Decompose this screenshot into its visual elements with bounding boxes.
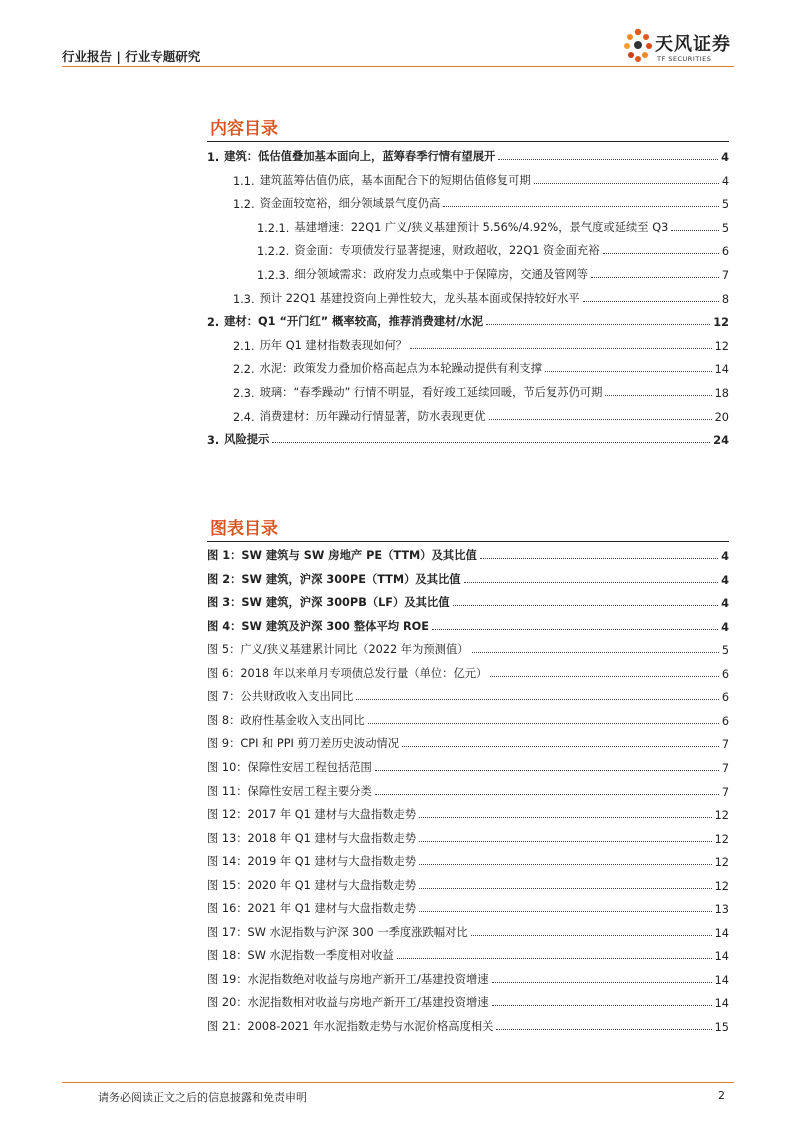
figure-leader-dots [464, 582, 719, 583]
figure-entry-text: 图 4：SW 建筑及沪深 300 整体平均 ROE [207, 619, 429, 633]
figure-entry[interactable] [207, 826, 729, 846]
toc-entry-page: 24 [713, 434, 729, 448]
toc-leader-dots [410, 348, 712, 349]
toc-entry[interactable] [207, 309, 729, 329]
figure-entry-page: 12 [714, 809, 729, 823]
figure-entry-text: 图 15：2020 年 Q1 建材与大盘指数走势 [207, 878, 417, 892]
footer-divider [62, 1082, 734, 1083]
toc-entry-text: 消费建材：历年躁动行情显著，防水表现更优 [259, 409, 486, 423]
figure-entry-page: 4 [721, 620, 729, 634]
toc-leader-dots [272, 442, 710, 443]
footer-disclaimer: 请务必阅读正文之后的信息披露和免责申明 [98, 1091, 307, 1104]
figure-entry-text: 图 3：SW 建筑，沪深 300PB（LF）及其比值 [207, 596, 450, 610]
figure-entry[interactable] [207, 873, 729, 893]
figure-entry-text: 图 10：保障性安居工程包括范围 [207, 760, 372, 774]
figure-entry[interactable] [207, 849, 729, 869]
figure-leader-dots [472, 652, 719, 653]
figure-entry-text: 图 21：2008-2021 年水泥指数走势与水泥价格高度相关 [207, 1020, 494, 1033]
figure-leader-dots [490, 676, 718, 677]
figure-entry-page: 14 [714, 926, 729, 940]
toc-leader-dots [603, 253, 719, 254]
toc-entry-number: 2. [207, 316, 220, 330]
figure-entry[interactable] [207, 661, 729, 681]
page-number: 2 [718, 1089, 725, 1102]
figure-leader-dots [419, 888, 711, 889]
figure-entry-page: 4 [721, 573, 729, 587]
toc-entry-number: 2.1. [233, 339, 255, 353]
figure-entry-text: 图 5：广义/狭义基建累计同比（2022 年为预测值） [207, 643, 469, 657]
figure-entry-text: 图 8：政府性基金收入支出同比 [207, 713, 365, 727]
toc-leader-dots [498, 159, 718, 160]
toc-entry-page: 18 [714, 387, 729, 400]
figure-entry[interactable] [207, 1014, 729, 1034]
toc-leader-dots [671, 230, 719, 231]
toc-entry[interactable] [207, 144, 729, 164]
figure-leader-dots [419, 864, 711, 865]
figure-entry-text: 图 2：SW 建筑，沪深 300PE（TTM）及其比值 [207, 572, 461, 586]
toc-leader-dots [591, 277, 719, 278]
toc-entry-text: 资金面较宽裕，细分领域景气度仍高 [259, 197, 441, 211]
toc-entry-text: 预计 22Q1 基建投资向上弹性较大，龙头基本面或保持较好水平 [259, 291, 580, 305]
toc-entry-page: 12 [713, 316, 729, 330]
figure-leader-dots [368, 723, 719, 724]
figures-title: 图表目录 [210, 519, 278, 539]
figure-entry-page: 6 [721, 691, 729, 705]
company-logo [622, 26, 742, 70]
figure-entry[interactable] [207, 779, 729, 799]
figure-entry-text: 图 7：公共财政收入支出同比 [207, 690, 354, 704]
figure-entry[interactable] [207, 755, 729, 775]
toc-entry[interactable] [207, 356, 729, 376]
toc-entry-page: 5 [721, 198, 729, 212]
figure-leader-dots [419, 841, 711, 842]
figure-leader-dots [402, 746, 719, 747]
figure-leader-dots [492, 1005, 712, 1006]
figure-entry-page: 5 [721, 644, 729, 658]
toc-entry-page: 6 [721, 245, 729, 259]
toc-entry[interactable] [207, 380, 729, 400]
figure-entry[interactable] [207, 896, 729, 916]
figure-entry[interactable] [207, 567, 729, 587]
figure-leader-dots [356, 699, 718, 700]
toc-entry-number: 1.2. [233, 198, 255, 212]
figure-entry-page: 15 [714, 1021, 729, 1034]
toc-leader-dots [545, 371, 712, 372]
toc-title-rule [207, 141, 729, 142]
toc-entry-text: 建材：Q1 “开门红” 概率较高，推荐消费建材/水泥 [224, 315, 484, 329]
toc-entry-number: 1.3. [233, 292, 255, 306]
toc-leader-dots [489, 419, 712, 420]
toc-leader-dots [443, 206, 718, 207]
figure-entry-page: 14 [714, 973, 729, 987]
toc-entry-text: 玻璃：“春季躁动” 行情不明显，看好竣工延续回暖，节后复苏仍可期 [259, 386, 603, 399]
figure-entry-page: 12 [714, 856, 729, 870]
header-category: 行业报告 | 行业专题研究 [62, 49, 201, 64]
header-divider [62, 66, 734, 67]
figure-entry-page: 7 [721, 761, 729, 775]
toc-entry-text: 基建增速：22Q1 广义/狭义基建预计 5.56%/4.92%，景气度或延续至 Q3 [294, 220, 669, 234]
toc-entry-page: 20 [714, 410, 729, 424]
toc-entry-number: 1.1. [233, 174, 255, 188]
figure-entry[interactable] [207, 943, 729, 963]
figure-entry[interactable] [207, 731, 729, 751]
toc-entry-page: 4 [721, 174, 729, 188]
figure-entry[interactable] [207, 708, 729, 728]
toc-entry[interactable] [207, 215, 729, 235]
toc-entry[interactable] [207, 168, 729, 188]
figure-entry-text: 图 12：2017 年 Q1 建材与大盘指数走势 [207, 808, 417, 822]
toc-entry-number: 1.2.1. [257, 221, 290, 235]
toc-entry[interactable] [207, 262, 729, 282]
figure-entry-text: 图 17：SW 水泥指数与沪深 300 一季度涨跌幅对比 [207, 925, 468, 939]
figure-leader-dots [453, 605, 719, 606]
figure-entry-page: 14 [714, 950, 729, 964]
figure-entry-text: 图 19：水泥指数绝对收益与房地产新开工/基建投资增速 [207, 972, 489, 986]
figure-entry-text: 图 18：SW 水泥指数一季度相对收益 [207, 949, 394, 963]
figure-entry-page: 7 [721, 738, 729, 752]
toc-entry[interactable] [207, 238, 729, 258]
toc-entry[interactable] [207, 333, 729, 353]
figure-entry[interactable] [207, 967, 729, 987]
figure-entry[interactable] [207, 543, 729, 563]
toc-entry-text: 建筑：低估值叠加基本面向上，蓝筹春季行情有望展开 [224, 150, 496, 163]
figure-leader-dots [397, 958, 712, 959]
toc-entry-page: 14 [714, 363, 729, 377]
figure-leader-dots [432, 629, 718, 630]
toc-leader-dots [583, 301, 719, 302]
toc-entry-page: 5 [721, 221, 729, 235]
toc-entry-number: 2.3. [233, 387, 255, 400]
toc-entry[interactable] [207, 286, 729, 306]
figure-entry-page: 12 [714, 832, 729, 846]
toc-leader-dots [534, 183, 719, 184]
toc-entry-text: 建筑蓝筹估值仍底，基本面配合下的短期估值修复可期 [259, 173, 531, 187]
toc-title: 内容目录 [210, 119, 278, 139]
toc-entry-number: 3. [207, 434, 220, 448]
toc-entry-number: 1.2.2. [257, 245, 290, 259]
figure-leader-dots [375, 794, 719, 795]
figure-entry-page: 6 [721, 714, 729, 728]
figure-leader-dots [471, 935, 712, 936]
toc-entry-page: 7 [721, 269, 729, 282]
figure-entry[interactable] [207, 920, 729, 940]
toc-entry-text: 风险提示 [224, 433, 270, 447]
figure-entry-text: 图 14：2019 年 Q1 建材与大盘指数走势 [207, 855, 417, 869]
figure-entry-page: 6 [721, 667, 729, 681]
logo-text: 天风证券 [655, 34, 731, 55]
figure-entry-page: 4 [721, 597, 729, 611]
figure-entry[interactable] [207, 684, 729, 704]
figure-entry-text: 图 11：保障性安居工程主要分类 [207, 784, 372, 798]
figures-title-rule [207, 541, 729, 542]
toc-entry-number: 1. [207, 151, 220, 164]
toc-entry-number: 2.4. [233, 410, 255, 424]
toc-entry-number: 2.2. [233, 363, 255, 377]
figure-leader-dots [480, 558, 718, 559]
logo-subtext: TF SECURITIES [657, 55, 712, 63]
figure-entry[interactable] [207, 637, 729, 657]
toc-entry[interactable] [207, 404, 729, 424]
toc-entry-page: 8 [721, 292, 729, 306]
figure-entry-text: 图 9：CPI 和 PPI 剪刀差历史波动情况 [207, 737, 400, 751]
figure-entry-page: 14 [714, 997, 729, 1011]
toc-leader-dots [486, 324, 710, 325]
figure-entry-page: 7 [721, 785, 729, 799]
figure-entry[interactable] [207, 614, 729, 634]
figure-entry-text: 图 1：SW 建筑与 SW 房地产 PE（TTM）及其比值 [207, 549, 477, 562]
toc-entry-page: 12 [714, 339, 729, 353]
toc-entry[interactable] [207, 191, 729, 211]
figure-entry[interactable] [207, 590, 729, 610]
toc-leader-dots [605, 395, 711, 396]
flower-logo-icon [622, 26, 654, 66]
figure-entry-page: 4 [721, 550, 729, 563]
toc-entry-number: 1.2.3. [257, 269, 290, 282]
toc-entry[interactable] [207, 427, 729, 447]
figure-entry-page: 12 [714, 879, 729, 893]
figure-leader-dots [419, 911, 711, 912]
figure-entry-text: 图 6：2018 年以来单月专项债总发行量（单位：亿元） [207, 666, 488, 680]
toc-entry-page: 4 [721, 151, 729, 164]
toc-entry-text: 水泥：政策发力叠加价格高起点为本轮躁动提供有利支撑 [259, 362, 542, 376]
toc-entry-text: 历年 Q1 建材指数表现如何？ [259, 338, 408, 352]
toc-entry-text: 资金面：专项债发行显著提速，财政超收，22Q1 资金面充裕 [294, 244, 600, 258]
toc-entry-text: 细分领域需求：政府发力点或集中于保障房，交通及管网等 [294, 268, 589, 281]
figure-entry-page: 13 [714, 903, 729, 917]
figure-entry-text: 图 13：2018 年 Q1 建材与大盘指数走势 [207, 831, 417, 845]
figure-leader-dots [375, 770, 719, 771]
figure-leader-dots [419, 817, 711, 818]
figure-leader-dots [492, 982, 712, 983]
figure-entry-text: 图 20：水泥指数相对收益与房地产新开工/基建投资增速 [207, 996, 489, 1010]
figure-leader-dots [496, 1029, 711, 1030]
figure-entry[interactable] [207, 802, 729, 822]
figure-entry-text: 图 16：2021 年 Q1 建材与大盘指数走势 [207, 902, 417, 916]
figure-entry[interactable] [207, 990, 729, 1010]
